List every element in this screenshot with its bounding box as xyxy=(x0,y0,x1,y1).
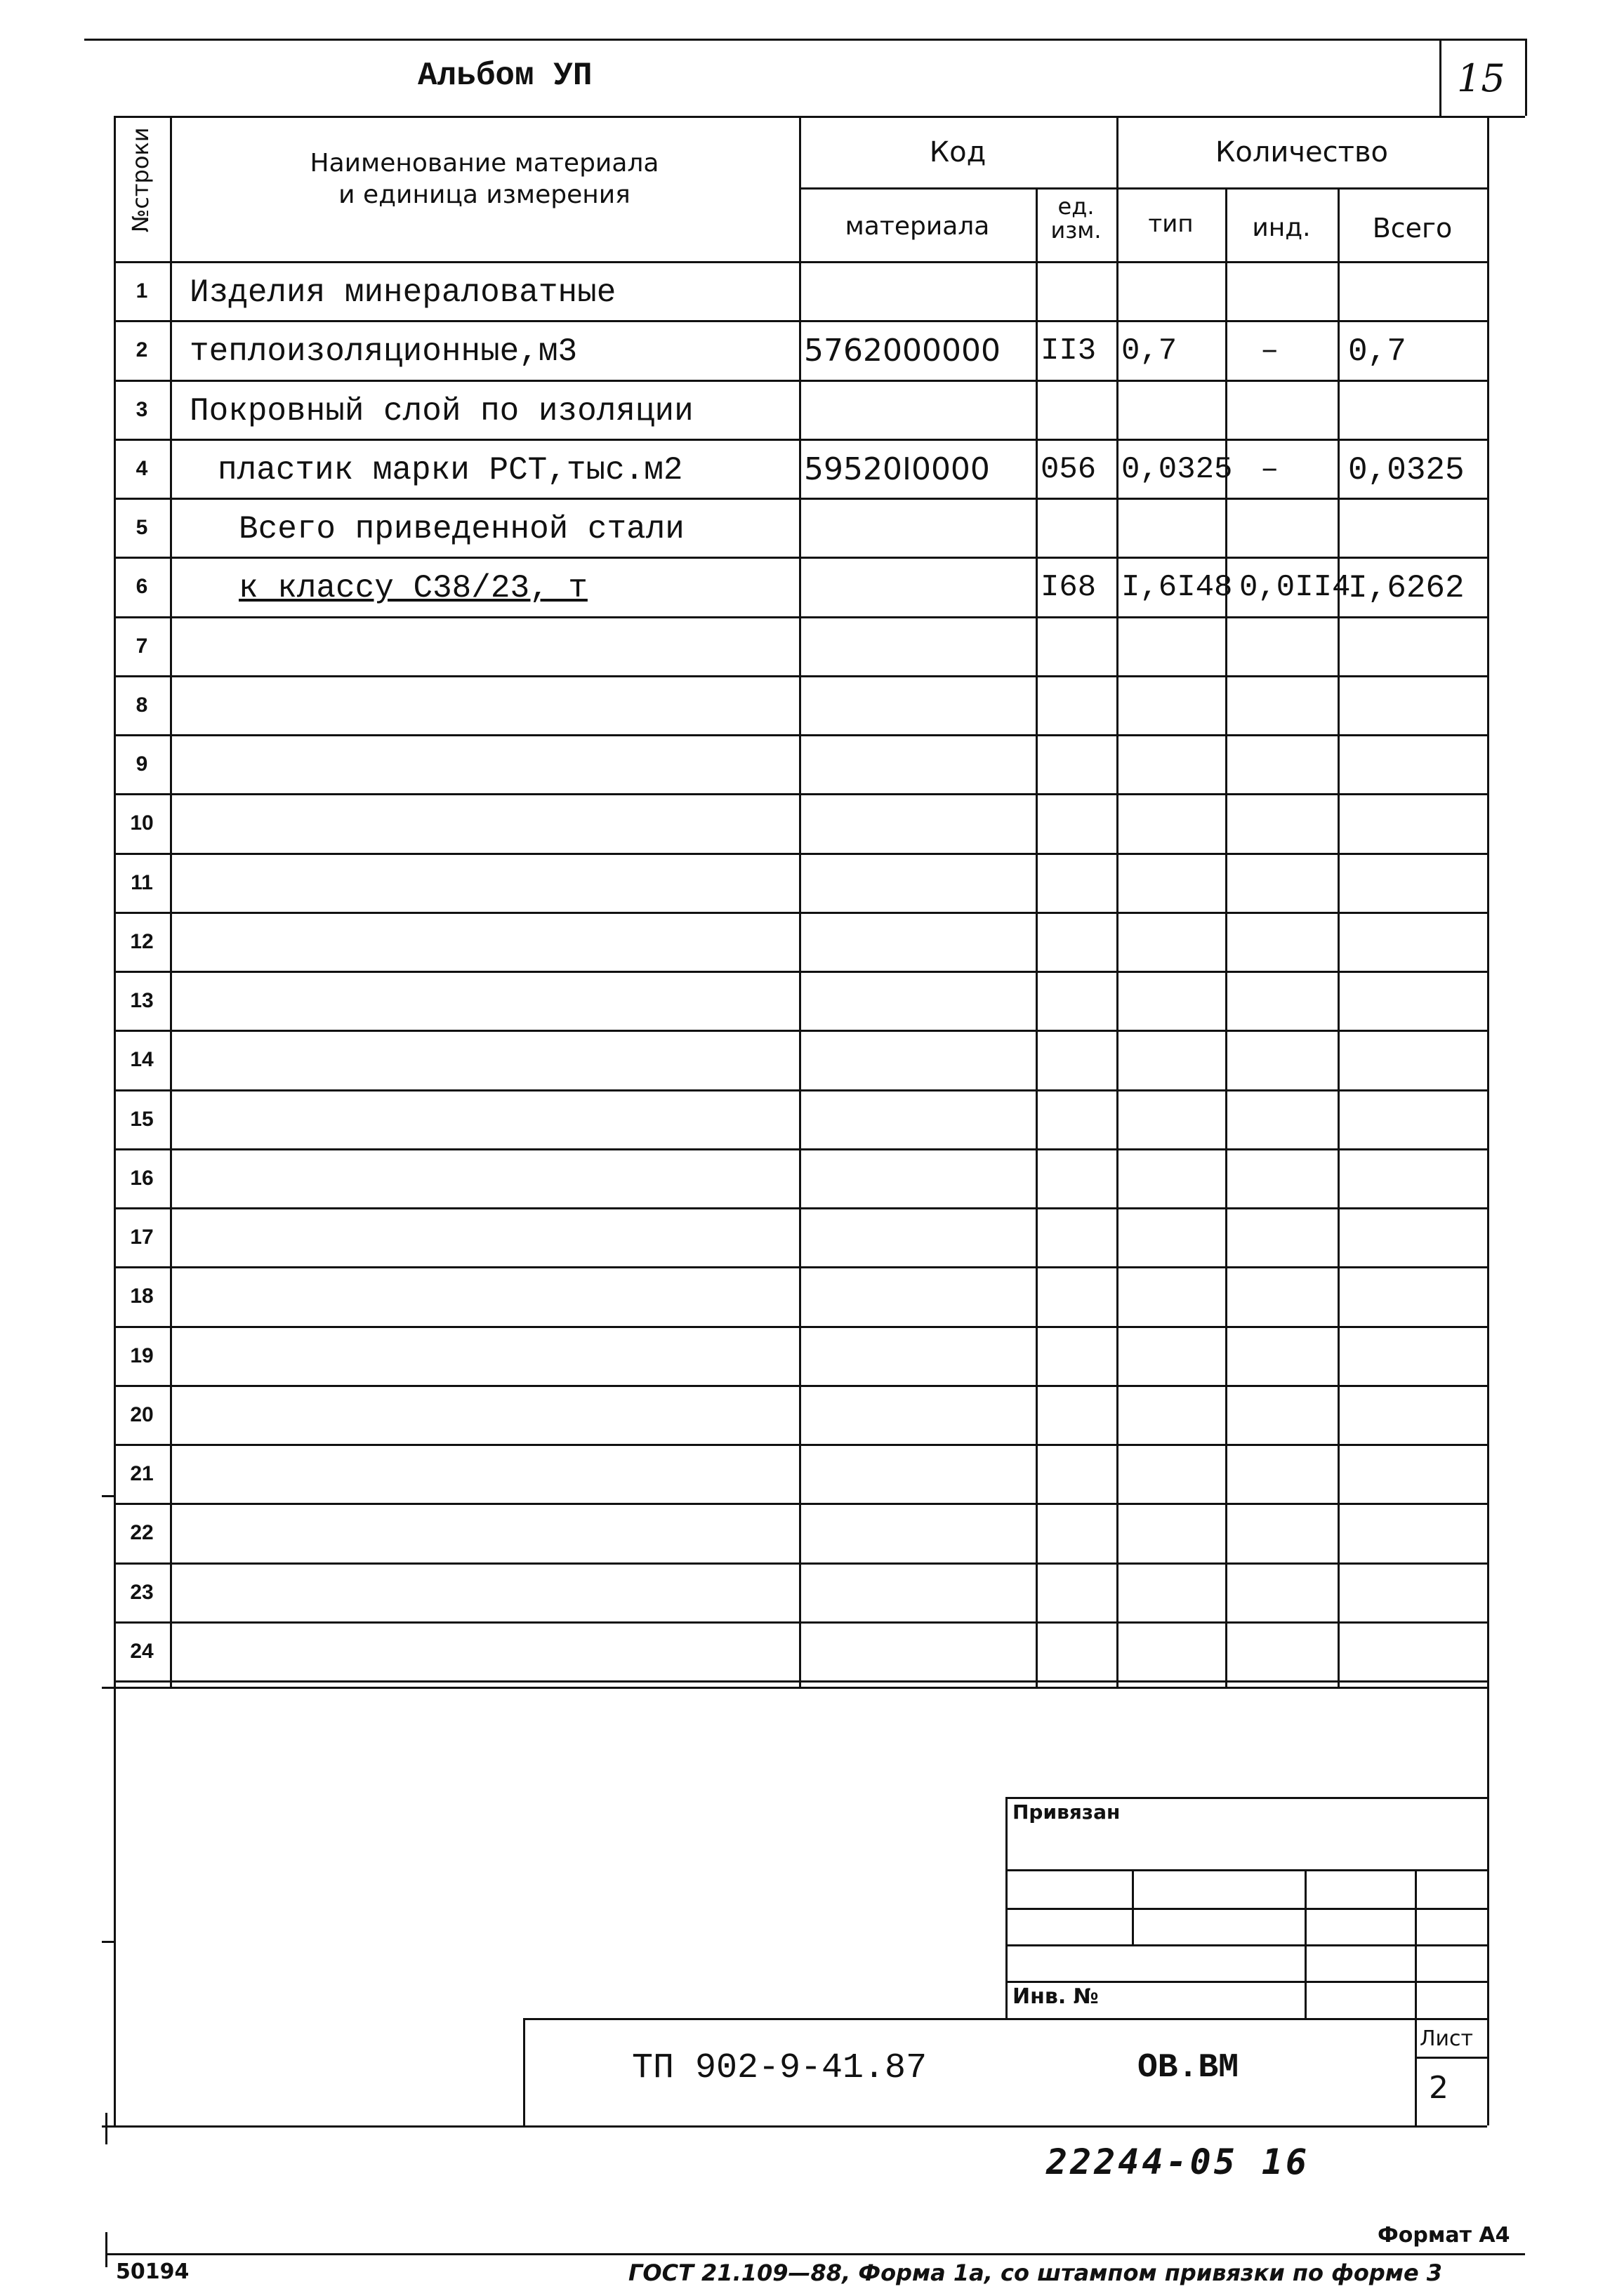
row-border xyxy=(114,912,1487,914)
inv-label: Инв. № xyxy=(1012,1984,1099,2009)
cell-total: 0,0325 xyxy=(1348,451,1465,489)
stamp-right-border xyxy=(1487,1687,1489,2125)
header-row-number: №строки xyxy=(127,127,154,232)
header-name-line2: и единица измерения xyxy=(338,180,631,209)
row-number: 6 xyxy=(136,575,148,599)
row-number: 5 xyxy=(136,516,148,539)
cell-unit: 056 xyxy=(1041,451,1097,487)
margin-tick-3 xyxy=(105,2113,107,2144)
row-number: 1 xyxy=(136,279,148,303)
table-top-border xyxy=(114,116,1525,118)
cell-name: пластик марки РСТ,тыс.м2 xyxy=(218,451,683,489)
row-border xyxy=(114,1326,1487,1328)
row-number: 20 xyxy=(130,1402,154,1426)
row-number: 19 xyxy=(130,1343,154,1367)
row-border xyxy=(114,380,1487,382)
row-number: 17 xyxy=(130,1226,154,1249)
row-number: 4 xyxy=(136,456,148,480)
row-border xyxy=(114,1680,1487,1683)
row-border xyxy=(114,1621,1487,1624)
format-label: Формат А4 xyxy=(1378,2223,1510,2248)
col-line-code xyxy=(1036,187,1038,1687)
cell-name: Изделия минераловатные xyxy=(190,274,616,311)
stamp-top-border xyxy=(102,1687,1487,1689)
row-number: 9 xyxy=(136,752,148,776)
row-number: 10 xyxy=(130,811,154,835)
col-line-name xyxy=(799,116,801,1687)
gost-text: ГОСТ 21.109—88, Форма 1а, со штампом привязки по форме 3 xyxy=(628,2259,1443,2286)
bound-col-3 xyxy=(1415,1869,1417,2018)
handwritten-code: 22244-05 16 xyxy=(1046,2142,1310,2182)
header-type: тип xyxy=(1148,210,1194,238)
row-number: 2 xyxy=(136,338,148,362)
cell-ind: 0,0II4 xyxy=(1239,570,1351,606)
header-unit xyxy=(1036,195,1116,242)
footer-left-tick xyxy=(105,2232,107,2267)
header-name-col xyxy=(170,147,799,211)
row-number: 18 xyxy=(130,1285,154,1308)
cell-name: теплоизоляционные,м3 xyxy=(190,333,578,371)
page-number-right-border xyxy=(1525,39,1527,116)
row-number: 13 xyxy=(130,989,154,1012)
row-number: 12 xyxy=(130,929,154,953)
row-number: 7 xyxy=(136,634,148,658)
row-border xyxy=(114,439,1487,441)
cell-total: 0,7 xyxy=(1348,333,1406,371)
form-id: 50194 xyxy=(116,2259,190,2284)
row-number: 11 xyxy=(131,870,153,894)
row-number: 22 xyxy=(130,1521,154,1545)
doc-code: ТП 902-9-41.87 xyxy=(632,2048,928,2088)
row-number: 3 xyxy=(136,397,148,421)
cell-total: I,6262 xyxy=(1348,570,1465,607)
row-border xyxy=(114,675,1487,677)
row-border xyxy=(114,1562,1487,1565)
header-material: материала xyxy=(845,212,990,241)
bound-col-2 xyxy=(1305,1869,1307,2018)
row-border xyxy=(114,1444,1487,1446)
row-border xyxy=(114,1089,1487,1091)
header-quantity-group: Количество xyxy=(1215,136,1388,168)
cell-type: 0,0325 xyxy=(1121,451,1233,487)
row-border xyxy=(114,1385,1487,1387)
top-border xyxy=(84,39,1527,41)
header-ind: инд. xyxy=(1252,213,1311,242)
row-number: 24 xyxy=(130,1639,154,1663)
col-line-unit xyxy=(1116,116,1118,1687)
cell-name: Покровный слой по изоляции xyxy=(190,392,694,430)
header-total: Всего xyxy=(1372,213,1453,244)
row-border xyxy=(114,1266,1487,1268)
header-unit-line2: изм. xyxy=(1050,216,1102,244)
cell-ind: – xyxy=(1260,333,1279,369)
cell-code: 59520I0000 xyxy=(804,451,990,487)
row-border xyxy=(114,498,1487,500)
cell-unit: II3 xyxy=(1041,333,1097,369)
header-group-divider xyxy=(799,187,1487,190)
page-number: 15 xyxy=(1457,56,1505,100)
table-right-border xyxy=(1487,116,1489,1687)
row-border xyxy=(114,793,1487,795)
bound-label: Привязан xyxy=(1012,1800,1121,1824)
footer-line xyxy=(105,2253,1525,2255)
title-block-left xyxy=(523,2018,525,2125)
row-border xyxy=(114,734,1487,736)
sheet-label: Лист xyxy=(1420,2026,1474,2051)
col-line-rowno xyxy=(170,116,172,1687)
row-border xyxy=(114,1207,1487,1209)
header-name-line1: Наименование материала xyxy=(310,149,659,178)
col-line-ind xyxy=(1338,187,1340,1687)
cell-name: к классу С38/23, т xyxy=(239,570,588,607)
sheet-box-divider xyxy=(1415,2057,1487,2059)
row-border xyxy=(114,320,1487,322)
row-border xyxy=(114,1503,1487,1505)
margin-tick-1 xyxy=(102,1495,114,1497)
stamp-left-border xyxy=(114,1687,116,2125)
row-border xyxy=(114,1148,1487,1150)
header-code-group: Код xyxy=(929,136,986,168)
row-number: 15 xyxy=(130,1107,154,1131)
header-unit-line1: ед. xyxy=(1057,193,1095,220)
sheet-number: 2 xyxy=(1429,2070,1448,2106)
cell-ind: – xyxy=(1260,451,1279,487)
cell-type: 0,7 xyxy=(1121,333,1177,369)
row-border xyxy=(114,557,1487,559)
cell-code: 5762000000 xyxy=(804,333,1001,369)
bound-block-top xyxy=(1005,1797,1487,1799)
row-number: 14 xyxy=(130,1048,154,1072)
stamp-bottom-border xyxy=(102,2125,1487,2128)
row-number: 16 xyxy=(130,1166,154,1190)
bound-col-1 xyxy=(1132,1869,1134,1944)
row-border xyxy=(114,971,1487,973)
cell-unit: I68 xyxy=(1041,570,1097,606)
margin-tick-2 xyxy=(102,1941,114,1943)
sheet-box-left xyxy=(1415,2018,1417,2125)
row-number: 23 xyxy=(130,1580,154,1604)
page-number-divider xyxy=(1439,39,1441,116)
album-title: Альбом УП xyxy=(418,58,593,94)
row-number: 8 xyxy=(136,693,148,717)
doc-mark: ОВ.ВМ xyxy=(1137,2049,1239,2087)
col-line-type xyxy=(1225,187,1227,1687)
cell-type: I,6I48 xyxy=(1121,570,1233,606)
cell-name: Всего приведенной стали xyxy=(239,511,685,548)
row-border xyxy=(114,616,1487,618)
row-border xyxy=(114,1030,1487,1032)
title-block-top xyxy=(523,2018,1487,2020)
row-number: 21 xyxy=(130,1462,154,1485)
row-border xyxy=(114,853,1487,855)
